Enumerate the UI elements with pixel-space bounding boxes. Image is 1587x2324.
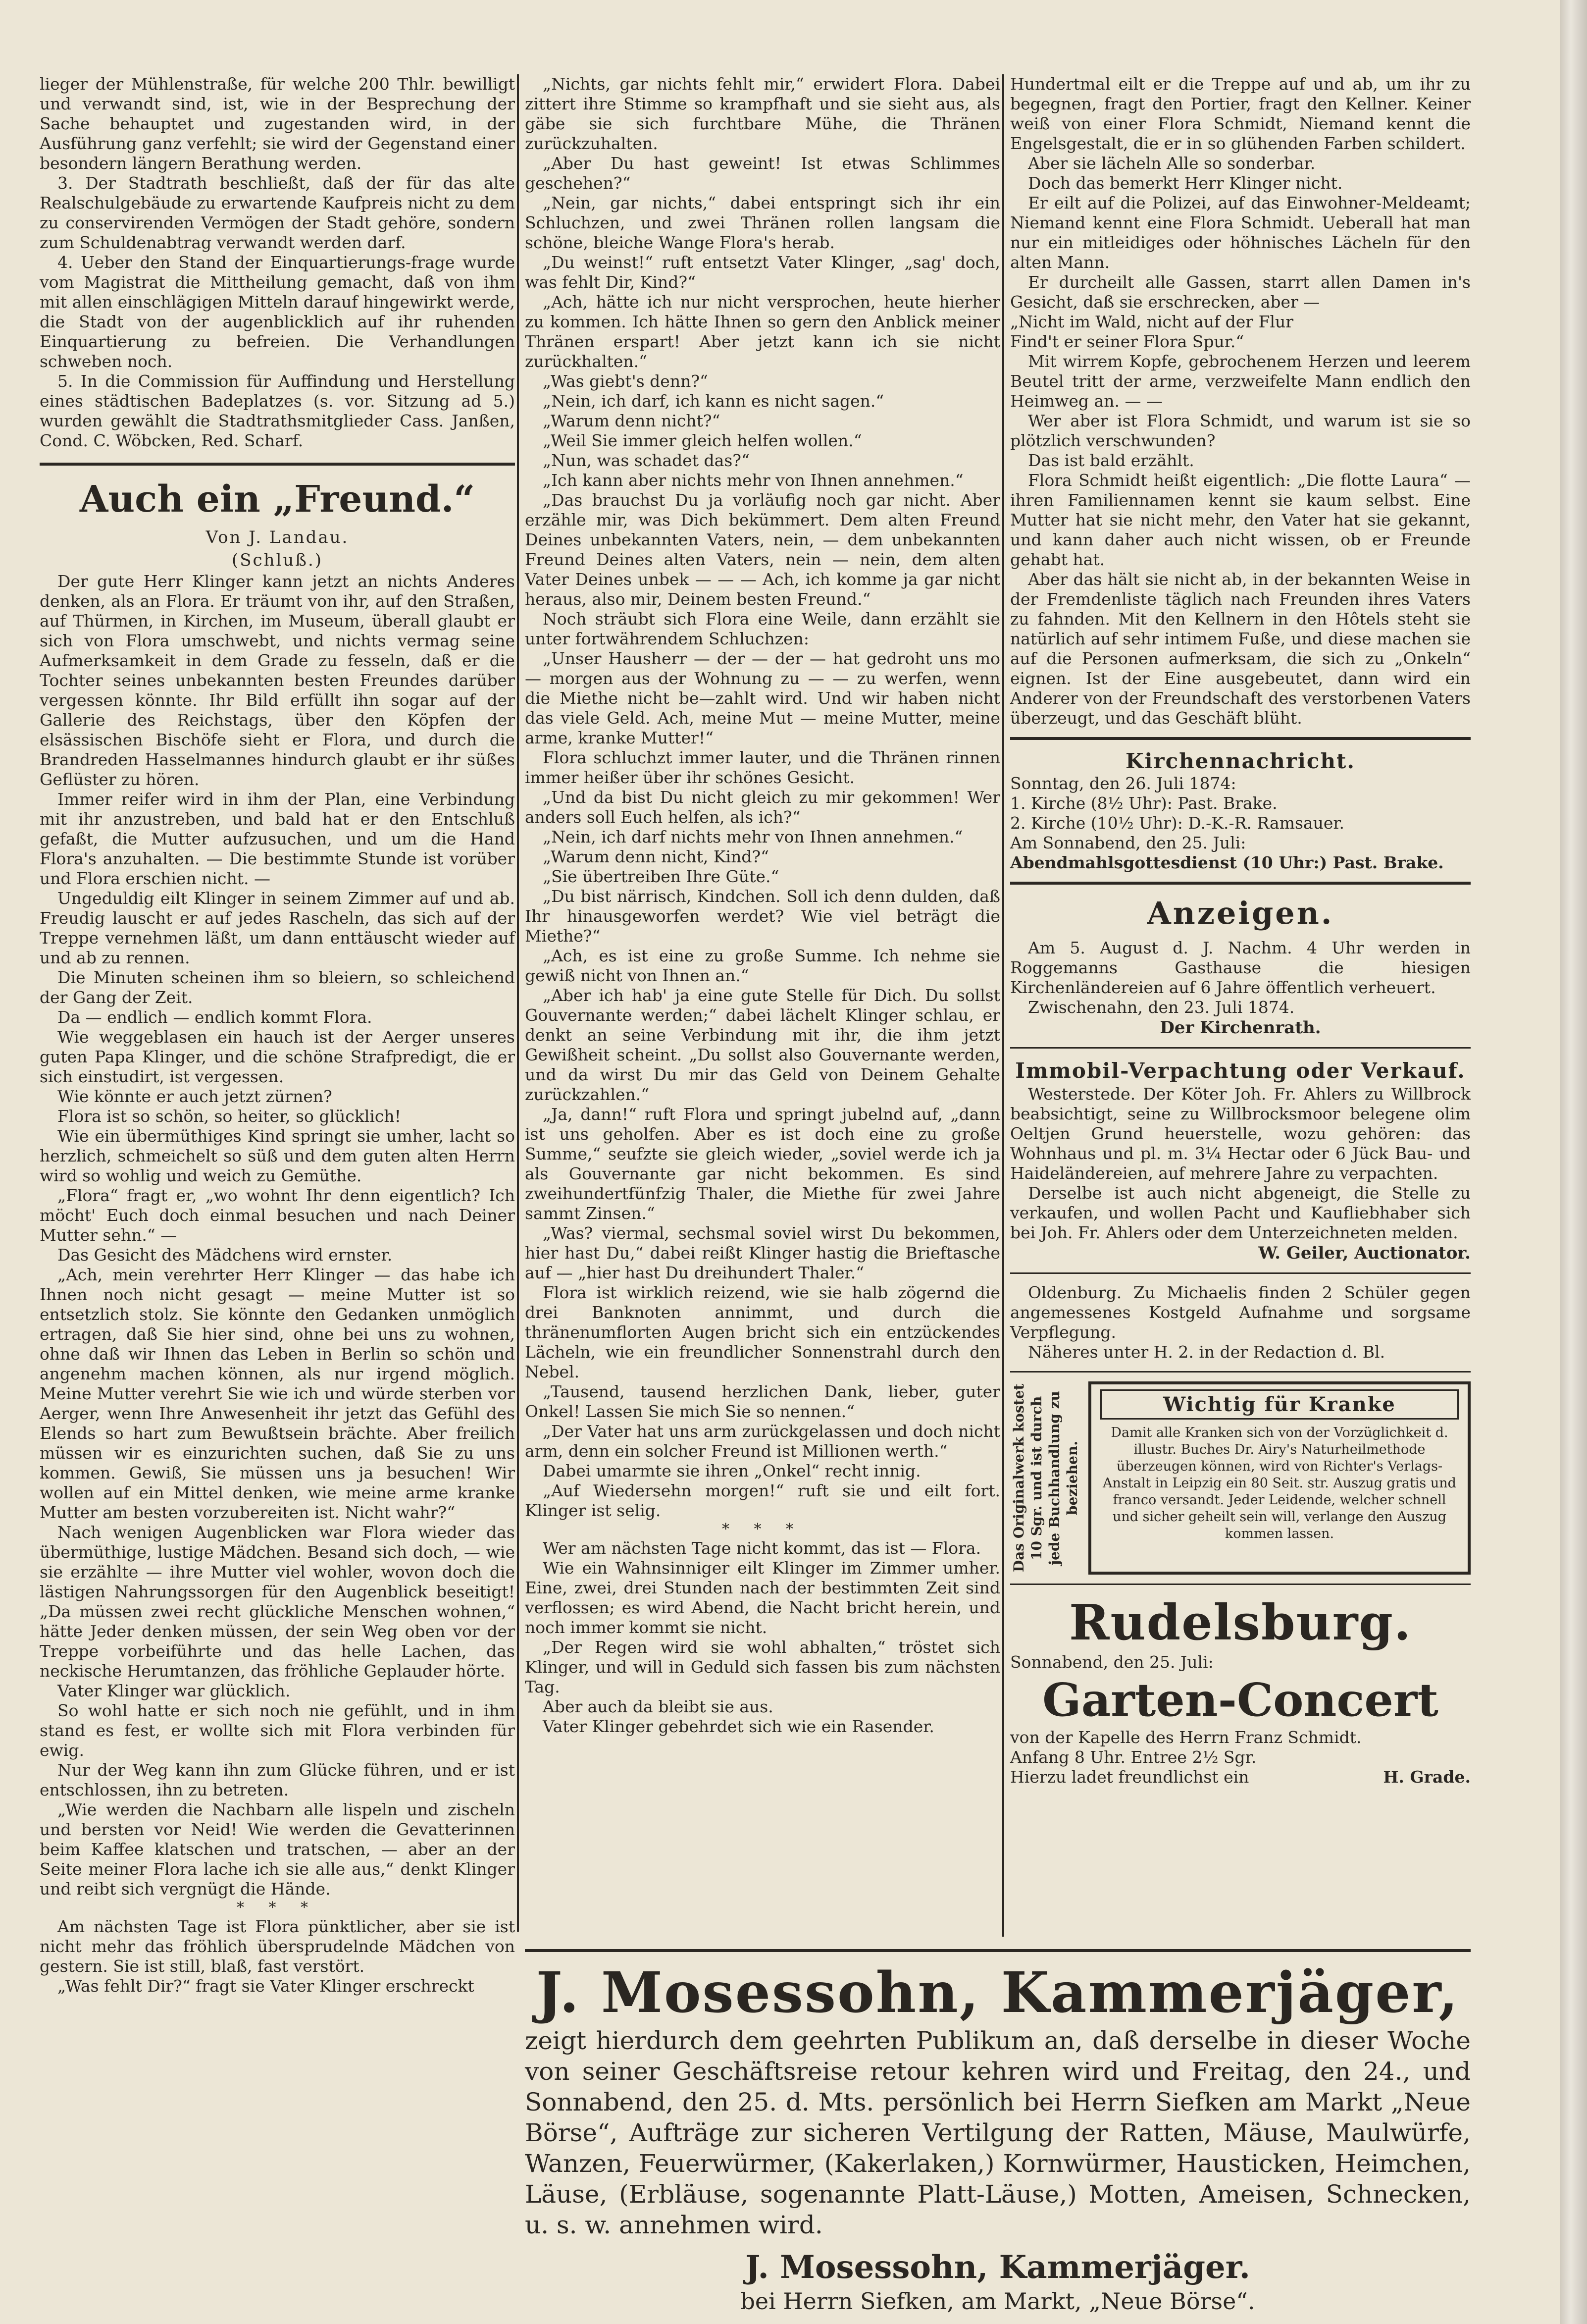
story-paragraph: Doch das bemerkt Herr Klinger nicht. (1028, 173, 1343, 193)
concert-footer (1010, 1767, 1471, 1787)
ad-box-text: Damit alle Kranken sich von der Vorzüglichkeit d. illustr. Buches Dr. Airy's Naturheilmethode überzeugen können, wird von Richter's Verlags-Anstalt in Leipzig ein 80 Seit. str. Auszug gratis und franco versandt. Jeder Leidende, welcher schnell und sicher geheilt sein will, verlange den Auszug kommen lassen. (1103, 1425, 1456, 1541)
story-paragraph: „Nein, ich darf, ich kann es nicht sagen.“ (543, 391, 884, 411)
story-paragraph: „Der Regen wird sie wohl abhalten,“ tröstet sich Klinger, und will in Geduld sich fassen bis zum nächsten Tag. (525, 1637, 1000, 1696)
ad-text: Zwischenahn, den 23. Juli 1874. (1028, 998, 1295, 1017)
ad-main-address: bei Herrn Siefken, am Markt, „Neue Börse“. (740, 2288, 1255, 2315)
church-line: 2. Kirche (10½ Uhr): D.-K.-R. Ramsauer. (1010, 813, 1345, 833)
column-3 (1010, 74, 1471, 1787)
ad-signature: W. Geiler, Auctionator. (1258, 1243, 1471, 1263)
story-paragraph: „Was fehlt Dir?“ fragt sie Vater Klinger erschreckt (57, 1976, 474, 1996)
story-continuation: (Schluß.) (231, 550, 323, 570)
ad-main-text: zeigt hierdurch dem geehrten Publikum an, daß derselbe in dieser Woche von seiner Geschäftsreise retour kehren wird und Freitag, den 24., und Sonnabend, den 25. d. Mts. persönlich bei Herrn Siefken am Markt „Neue Börse“, Aufträge zur sicheren Vertilgung der Ratten, Mäuse, Maulwürfe, Wanzen, Feuerwürmer, (Kakerlaken,) Kornwürmer, Hausticken, Heimchen, Läuse, (Erbläuse, sogenannte Platt-Läuse,) Motten, Ameisen, Schnecken, u. s. w. annehmen wird. (525, 2026, 1471, 2239)
ad-main-title: J. Mosessohn, Kammerjäger, (536, 1960, 1460, 2025)
concert-start: Anfang 8 Uhr. Entree 2½ Sgr. (1010, 1747, 1257, 1767)
story-paragraph: „Nun, was schadet das?“ (543, 451, 750, 470)
story-byline: Von J. Landau. (205, 528, 349, 547)
ad-text: Näheres unter H. 2. in der Redaction d. Bl. (1028, 1342, 1385, 1362)
verse-line: „Nicht im Wald, nicht auf der Flur (1010, 312, 1294, 331)
story-paragraph: Vater Klinger gebehrdet sich wie ein Rasender. (543, 1717, 934, 1736)
ad-box (1088, 1381, 1471, 1575)
story-paragraph: Flora ist so schön, so heiter, so glücklich! (57, 1107, 401, 1126)
concert-title: Garten-Concert (1042, 1673, 1438, 1727)
church-line: Abendmahlsgottesdienst (10 Uhr:) Past. Brake. (1010, 853, 1444, 872)
ad-signature: Der Kirchenrath. (1160, 1018, 1321, 1038)
story-paragraph: Aber sie lächeln Alle so sonderbar. (1028, 154, 1316, 173)
story-paragraph: Wie könnte er auch jetzt zürnen? (57, 1087, 332, 1106)
story-paragraph: „Der Vater hat uns arm zurückgelassen und doch nicht arm, denn ein solcher Freund ist Millionen werth.“ (525, 1422, 1000, 1461)
story-paragraph: Dabei umarmte sie ihren „Onkel“ recht innig. (543, 1461, 921, 1480)
ad-text: Am 5. August d. J. Nachm. 4 Uhr werden in Roggemanns Gasthause die hiesigen Kirchenländereien auf 6 Jahre öffentlich verheuert. (1010, 938, 1471, 997)
column-rule-left (517, 74, 519, 1932)
concert-date: Sonnabend, den 25. Juli: (1010, 1652, 1214, 1672)
story-paragraph: Mit wirrem Kopfe, gebrochenem Herzen und leerem Beutel tritt der arme, verzweifelte Mann endlich den Heimweg an. — — (1010, 352, 1471, 411)
story-paragraph: Da — endlich — endlich kommt Flora. (57, 1007, 372, 1027)
exterminator-ad (525, 1949, 1471, 2316)
ad-box-title: Wichtig für Kranke (1100, 1389, 1459, 1420)
story-paragraph: „Aber ich hab' ja eine gute Stelle für Dich. Du sollst Gouvernante werden;“ dabei lächelt Klinger schlau, er denkt an seine Verbindung mit ihr, die ihm jetzt Gewißheit scheint. „Du sollst also Gouvernante werden, und da wirst Du mir das Geld von Deinem Gehalte zurückzahlen.“ (525, 986, 1000, 1104)
story-paragraph: Wer am nächsten Tage nicht kommt, das ist — Flora. (543, 1538, 981, 1558)
story-paragraph: „Flora“ fragt er, „wo wohnt Ihr denn eigentlich? Ich möcht' Euch doch einmal besuchen und nach Deiner Mutter sehn.“ — (40, 1186, 515, 1245)
story-paragraph: „Nichts, gar nichts fehlt mir,“ erwidert Flora. Dabei zittert ihre Stimme so krampfhaft und sie sieht aus, als gäbe sie sich furchtbare Mühe, die Thränen zurückzuhalten. (525, 74, 1000, 153)
ad-text: Westerstede. Der Köter Joh. Fr. Ahlers zu Willbrock beabsichtigt, seine zu Willbrocksmoor belegene olim Oeltjen Grund heuerstelle, wozu gehören: das Wohnhaus und pl. m. 3¼ Hectar oder 6 Jück Bau- und Haideländereien, auf mehrere Jahre zu verpachten. (1010, 1084, 1471, 1183)
story-paragraph: „Nein, ich darf nichts mehr von Ihnen annehmen.“ (543, 827, 963, 846)
story-paragraph: Hundertmal eilt er die Treppe auf und ab, um ihr zu begegnen, fragt den Portier, fragt den Kellner. Keiner weiß von einer Flora Schmidt, Niemand kennt die Engelsgestalt, die er in so glühenden Farben schildert. (1010, 74, 1471, 153)
story-paragraph: „Du bist närrisch, Kindchen. Soll ich denn dulden, daß Ihr hinausgeworfen werdet? Wie viel beträgt die Miethe?“ (525, 887, 1000, 946)
ad-top-rule (525, 1949, 1471, 1952)
section-divider (40, 463, 515, 466)
story-paragraph: Nur der Weg kann ihn zum Glücke führen, und er ist entschlossen, ihn zu betreten. (40, 1760, 515, 1799)
column-1 (40, 74, 515, 1996)
story-paragraph: „Auf Wiedersehn morgen!“ ruft sie und eilt fort. Klinger ist selig. (525, 1481, 1000, 1520)
story-paragraph: Flora Schmidt heißt eigentlich: „Die flotte Laura“ — ihren Familiennamen kennt sie kaum selbst. Eine Mutter hat sie nicht mehr, den Vater hat sie gekannt, und kann daher auch nicht wissen, ob er Freunde gehabt hat. (1010, 471, 1471, 569)
story-paragraph: „Wie werden die Nachbarn alle lispeln und zischeln und bersten vor Neid! Wie werden die Gevatterinnen beim Kaffee klatschen und tratschen, — aber an der Seite meiner Flora lache ich sie alle aus,“ denkt Klinger und reibt sich vergnügt die Hände. (40, 1800, 515, 1899)
church-news-title: Kirchennachricht. (1125, 749, 1356, 773)
story-paragraph: Ungeduldig eilt Klinger in seinem Zimmer auf und ab. Freudig lauscht er auf jedes Rascheln, das sich auf der Treppe vernehmen läßt, um dann enttäuscht wieder auf und ab zu rennen. (40, 889, 515, 967)
story-paragraph: „Was? viermal, sechsmal soviel wirst Du bekommen, hier hast Du,“ dabei reißt Klinger hastig die Brieftasche auf — „hier hast Du dreihundert Thaler.“ (525, 1223, 1000, 1282)
story-paragraph: Er eilt auf die Polizei, auf das Einwohner-Meldeamt; Niemand kennt eine Flora Schmidt. Ueberall hat man nur ein mitleidiges oder höhnisches Lächeln für den alten Mann. (1010, 193, 1471, 272)
story-paragraph: Flora schluchzt immer lauter, und die Thränen rinnen immer heißer über ihr schönes Gesicht. (525, 748, 1000, 787)
ad-text: Oldenburg. Zu Michaelis finden 2 Schüler gegen angemessenes Kostgeld Aufnahme und sorgsame Verpflegung. (1010, 1283, 1471, 1342)
story-paragraph: „Ach, hätte ich nur nicht versprochen, heute hierher zu kommen. Ich hätte Ihnen so gern den Anblick meiner Thränen erspart! Aber jetzt kann ich sie nicht zurückhalten.“ (525, 292, 1000, 371)
story-paragraph: „Tausend, tausend herzlichen Dank, lieber, guter Onkel! Lassen Sie mich Sie so nennen.“ (525, 1382, 1000, 1421)
column-rule-right (1002, 74, 1004, 1937)
section-stars: * * * (236, 1899, 318, 1916)
story-paragraph: „Warum denn nicht?“ (543, 411, 720, 430)
venue-name: Rudelsburg. (1069, 1594, 1412, 1651)
ad-main-signature: J. Mosessohn, Kammerjäger. (745, 2249, 1250, 2286)
story-paragraph: Er durcheilt alle Gassen, starrt allen Damen in's Gesicht, daß sie erschrecken, aber — (1010, 272, 1471, 312)
story-paragraph: „Ach, mein verehrter Herr Klinger — das habe ich Ihnen noch nicht gesagt — meine Mutter ist so entsetzlich stolz. Sie könnte den Gedanken unmöglich ertragen, daß Sie hier sind, ohne bei uns zu wohnen, ohne daß wir Ihnen das Leben in Berlin so schön und angenehm machen können, als nur irgend möglich. Meine Mutter verehrt Sie wie ich und würde sterben vor Aerger, wenn Ihre Anwesenheit ihr jetzt das Gefühl des Elends so hart zum Bewußtsein brächte. Aber freilich müssen wir es einzurichten suchen, daß Sie zu uns kommen. Gewiß, Sie müssen uns ja besuchen! Wir wollen auf ein Mittel denken, wie meine arme kranke Mutter am besten vorzubereiten ist. Nicht wahr?“ (40, 1265, 515, 1522)
concert-host: H. Grade. (1383, 1767, 1471, 1787)
story-paragraph: „Du weinst!“ ruft entsetzt Vater Klinger, „sag' doch, was fehlt Dir, Kind?“ (525, 253, 1000, 292)
story-paragraph: „Unser Hausherr — der — der — hat gedroht uns mo — morgen aus der Wohnung zu — — zu werfen, wenn die Miethe nicht be—zahlt wird. Und wir haben nicht das viele Geld. Ach, meine Mut — meine Mutter, meine arme, kranke Mutter!“ (525, 649, 1000, 747)
concert-band: von der Kapelle des Herrn Franz Schmidt. (1010, 1728, 1362, 1747)
story-paragraph: Am nächsten Tage ist Flora pünktlicher, aber sie ist nicht mehr das fröhlich übersprudelnde Mädchen von gestern. Sie ist still, blaß, fast verstört. (40, 1917, 515, 1976)
section-stars: * * * (721, 1521, 804, 1538)
ad-side-text: Das Originalwerk kostet 10 Sgr. und ist durch jede Buchhandlung zu beziehen. (1011, 1383, 1080, 1573)
story-paragraph: „Ich kann aber nichts mehr von Ihnen annehmen.“ (543, 471, 964, 490)
story-paragraph: Nach wenigen Augenblicken war Flora wieder das übermüthige, lustige Mädchen. Besand sich doch, — wie sie erzählte — ihre Mutter viel wohler, wovon doch die lästigen Nahrungssorgen für den Augenblick beseitigt! „Da müssen zwei recht glückliche Menschen wohnen,“ hätte Jeder denken müssen, der sein Weg oben vor der Treppe vorbeiführte und das helle Lachen, das neckische Herumtanzen, das fröhliche Geplauder hörte. (40, 1523, 515, 1681)
story-paragraph: Das Gesicht des Mädchens wird ernster. (57, 1245, 393, 1265)
health-book-ad (1010, 1381, 1471, 1575)
council-item: 5. In die Commission für Auffindung und Herstellung eines städtischen Badeplatzes (s. vor. Sitzung ad 5.) wurden gewählt die Stadtrathsmitglieder Cass. Janßen, Cond. C. Wöbcken, Red. Scharf. (40, 371, 515, 450)
story-paragraph: „Ach, es ist eine zu große Summe. Ich nehme sie gewiß nicht von Ihnen an.“ (525, 946, 1000, 985)
concert-invite: Hierzu ladet freundlichst ein (1010, 1767, 1249, 1787)
story-paragraph: „Was giebt's denn?“ (543, 371, 708, 391)
story-paragraph: Flora ist wirklich reizend, wie sie halb zögernd die drei Banknoten annimmt, und durch die thränenumflorten Augen bricht sich ein entzückendes Lächeln, wie ein freundlicher Sonnenstrahl durch den Nebel. (525, 1283, 1000, 1381)
church-line: Sonntag, den 26. Juli 1874: (1010, 774, 1236, 793)
story-paragraph: Aber das hält sie nicht ab, in der bekannten Weise in der Fremdenliste täglich nach Freunden ihres Vaters zu fahnden. Mit den Kellnern in den Hôtels steht sie natürlich auf sehr intimem Fuße, und diese machen sie auf die Personen aufmerksam, die sich zu „Onkeln“ eignen. Ist der Eine ausgebeutet, dann wird ein Anderer von der Freundschaft des verstorbenen Vaters überzeugt, und das Geschäft blüht. (1010, 570, 1471, 728)
council-intro: lieger der Mühlenstraße, für welche 200 Thlr. bewilligt und verwandt sind, ist, wie in der Besprechung der Sache behauptet und zugestanden wird, in der Ausführung ganz verfehlt; sie wird der Gegenstand einer besondern längern Berathung werden. (40, 74, 515, 173)
story-paragraph: Noch sträubt sich Flora eine Weile, dann erzählt sie unter fortwährendem Schluchzen: (525, 609, 1000, 648)
page-edge (1560, 0, 1587, 2324)
story-paragraph: „Warum denn nicht, Kind?“ (543, 847, 769, 866)
story-paragraph: „Nein, gar nichts,“ dabei entspringt sich ihr ein Schluchzen, und zwei Thränen rollen langsam die schöne, bleiche Wange Flora's herab. (525, 193, 1000, 252)
ad-divider (1010, 1371, 1471, 1373)
ad-divider (1010, 1272, 1471, 1274)
story-paragraph: Wer aber ist Flora Schmidt, und warum ist sie so plötzlich verschwunden? (1010, 411, 1471, 450)
story-paragraph: Die Minuten scheinen ihm so bleiern, so schleichend der Gang der Zeit. (40, 968, 515, 1007)
ad-text: Derselbe ist auch nicht abgeneigt, die Stelle zu verkaufen, und wollen Pacht und Kaufliebhaber sich bei Joh. Fr. Ahlers oder dem Unterzeichneten melden. (1010, 1183, 1471, 1242)
story-paragraph: „Ja, dann!“ ruft Flora und springt jubelnd auf, „dann ist uns geholfen. Aber es ist doch eine zu große Summe,“ seufzte sie gleich wieder, „soviel werde ich ja als Gouvernante gar nicht bekommen. Es sind zweihundertfünfzig Thaler, die Miethe für zwei Jahre sammt Zinsen.“ (525, 1105, 1000, 1223)
council-item: 3. Der Stadtrath beschließt, daß der für das alte Realschulgebäude zu erwartende Kaufpreis nicht zu dem zu conservirenden Vermögen der Stadt gehöre, sondern zum Schuldenabtrag verwandt werden darf. (40, 173, 515, 252)
verse-line: Find't er seiner Flora Spur.“ (1010, 332, 1244, 351)
story-paragraph: Wie weggeblasen ein hauch ist der Aerger unseres guten Papa Klinger, und die schöne Strafpredigt, die er sich einstudirt, ist vergessen. (40, 1027, 515, 1086)
story-paragraph: Wie ein Wahnsinniger eilt Klinger im Zimmer umher. Eine, zwei, drei Stunden nach der bestimmten Zeit sind verflossen; es wird Abend, die Nacht bricht herein, und noch immer kommt sie nicht. (525, 1558, 1000, 1637)
story-title: Auch ein „Freund.“ (79, 478, 475, 521)
column-2 (525, 74, 1000, 1737)
council-item: 4. Ueber den Stand der Einquartierungs-frage wurde vom Magistrat die Mittheilung gemacht, daß von ihm mit allen einschlägigen Mitteln darauf hingewirkt werde, die Stadt von der augenblicklich auf ihr ruhenden Einquartierung zu befreien. Die Verhandlungen schweben noch. (40, 253, 515, 371)
church-line: Am Sonnabend, den 25. Juli: (1010, 833, 1246, 852)
story-paragraph: Das ist bald erzählt. (1028, 451, 1194, 470)
church-line: 1. Kirche (8½ Uhr): Past. Brake. (1010, 793, 1278, 813)
story-paragraph: „Sie übertreiben Ihre Güte.“ (543, 867, 779, 886)
story-paragraph: „Aber Du hast geweint! Ist etwas Schlimmes geschehen?“ (525, 154, 1000, 193)
story-paragraph: Immer reifer wird in ihm der Plan, eine Verbindung mit ihr anzustreben, und bald hat er den Entschluß gefaßt, die Mutter aufzusuchen, und um die Hand Flora's anzuhalten. — Die bestimmte Stunde ist vorüber und Flora erschien nicht. — (40, 790, 515, 888)
story-paragraph: Aber auch da bleibt sie aus. (543, 1697, 773, 1716)
story-paragraph: Vater Klinger war glücklich. (57, 1681, 291, 1700)
ad-divider (1010, 1584, 1471, 1585)
story-paragraph: Wie ein übermüthiges Kind springt sie umher, lacht so herzlich, schmeichelt so süß und dem guten alten Herrn wird so wohlig und weich zu Gemüthe. (40, 1126, 515, 1185)
ad-divider (1010, 1047, 1471, 1049)
section-divider (1010, 737, 1471, 740)
story-paragraph: Der gute Herr Klinger kann jetzt an nichts Anderes denken, als an Flora. Er träumt von ihr, auf den Straßen, auf Thürmen, in Kirchen, im Museum, überall glaubt er sich von Flora umschwebt, und nichts vermag seine Aufmerksamkeit in dem Grade zu fesseln, daß er die Tochter seines unbekannten besten Freundes darüber vergessen könnte. Ihr Bild erfüllt ihn sogar auf der Gallerie des Reichstags, über den Köpfen der elsässischen Bischöfe sieht er Flora, und durch die Brandreden Hasselmannes hindurch glaubt er ihr süßes Geflüster zu hören. (40, 572, 515, 789)
ad-title: Immobil-Verpachtung oder Verkauf. (1015, 1058, 1466, 1083)
story-paragraph: „Und da bist Du nicht gleich zu mir gekommen! Wer anders soll Euch helfen, als ich?“ (525, 788, 1000, 827)
section-divider (1010, 882, 1471, 885)
story-paragraph: „Weil Sie immer gleich helfen wollen.“ (543, 431, 862, 450)
story-paragraph: So wohl hatte er sich noch nie gefühlt, und in ihm stand es fest, er wollte sich mit Flora verbinden für ewig. (40, 1701, 515, 1760)
story-paragraph: „Das brauchst Du ja vorläufig noch gar nicht. Aber erzähle mir, was Dich bekümmert. Dem alten Freund Deines unbekannten Vaters, nein, — dem unbekannten Freund Deines alten Vaters, nein — nein, dem alten Vater Deines unbek — — — Ach, ich komme ja gar nicht heraus, also mir, Deinem besten Freund.“ (525, 490, 1000, 609)
ads-heading: Anzeigen. (1147, 895, 1334, 931)
